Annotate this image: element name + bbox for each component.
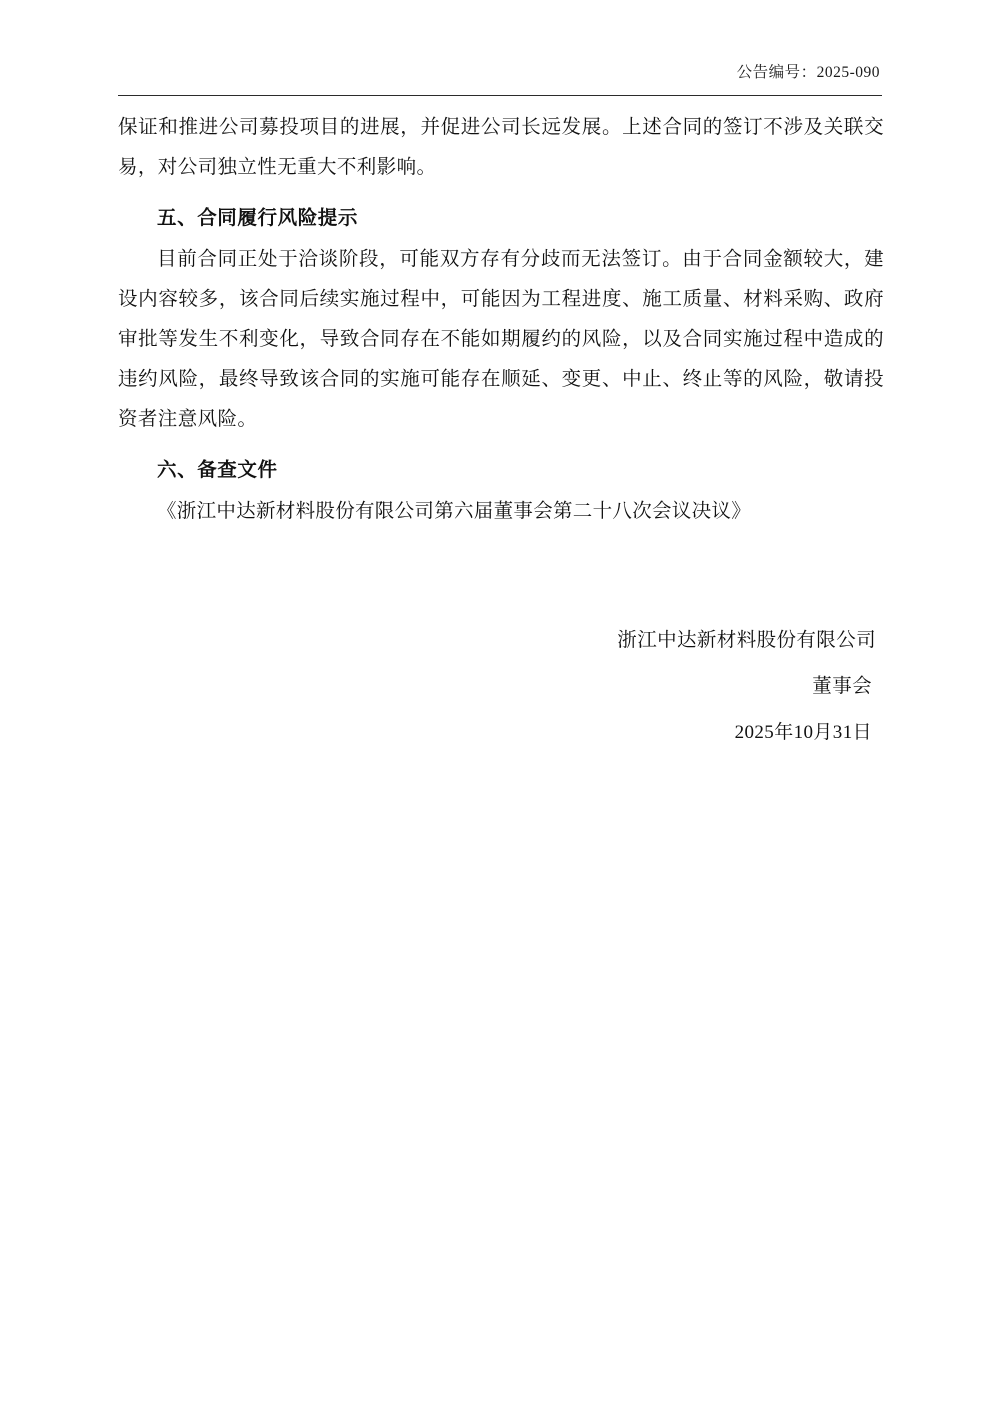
document-content xyxy=(118,108,884,756)
signature-date: 2025年10月31日 xyxy=(734,722,872,743)
announcement-number-label: 公告编号： xyxy=(736,64,817,81)
announcement-number xyxy=(737,60,880,82)
section-heading-risk: 五、合同履行风险提示 xyxy=(157,207,359,229)
section-heading-documents: 六、备查文件 xyxy=(157,459,278,481)
signature-company: 浙江中达新材料股份有限公司 xyxy=(617,630,876,651)
continued-paragraph: 保证和推进公司募投项目的进展，并促进公司长远发展。上述合同的签订不涉及关联交易，对公司独立性无重大不利影响。 xyxy=(118,117,884,178)
section-paragraph-documents: 《浙江中达新材料股份有限公司第六届董事会第二十八次会议决议》 xyxy=(157,501,752,522)
announcement-number-value: 2025-090 xyxy=(816,64,880,81)
signature-board: 董事会 xyxy=(812,676,872,697)
header-divider xyxy=(118,95,882,96)
signature-block xyxy=(118,618,884,756)
section-paragraph-risk: 目前合同正处于洽谈阶段，可能双方存有分歧而无法签订。由于合同金额较大，建设内容较多，该合同后续实施过程中，可能因为工程进度、施工质量、材料采购、政府审批等发生不利变化，导致合同存在不能如期履约的风险，以及合同实施过程中造成的违约风险，最终导致该合同的实施可能存在顺延、变更、中止、终止等的风险，敬请投资者注意风险。 xyxy=(118,249,884,430)
